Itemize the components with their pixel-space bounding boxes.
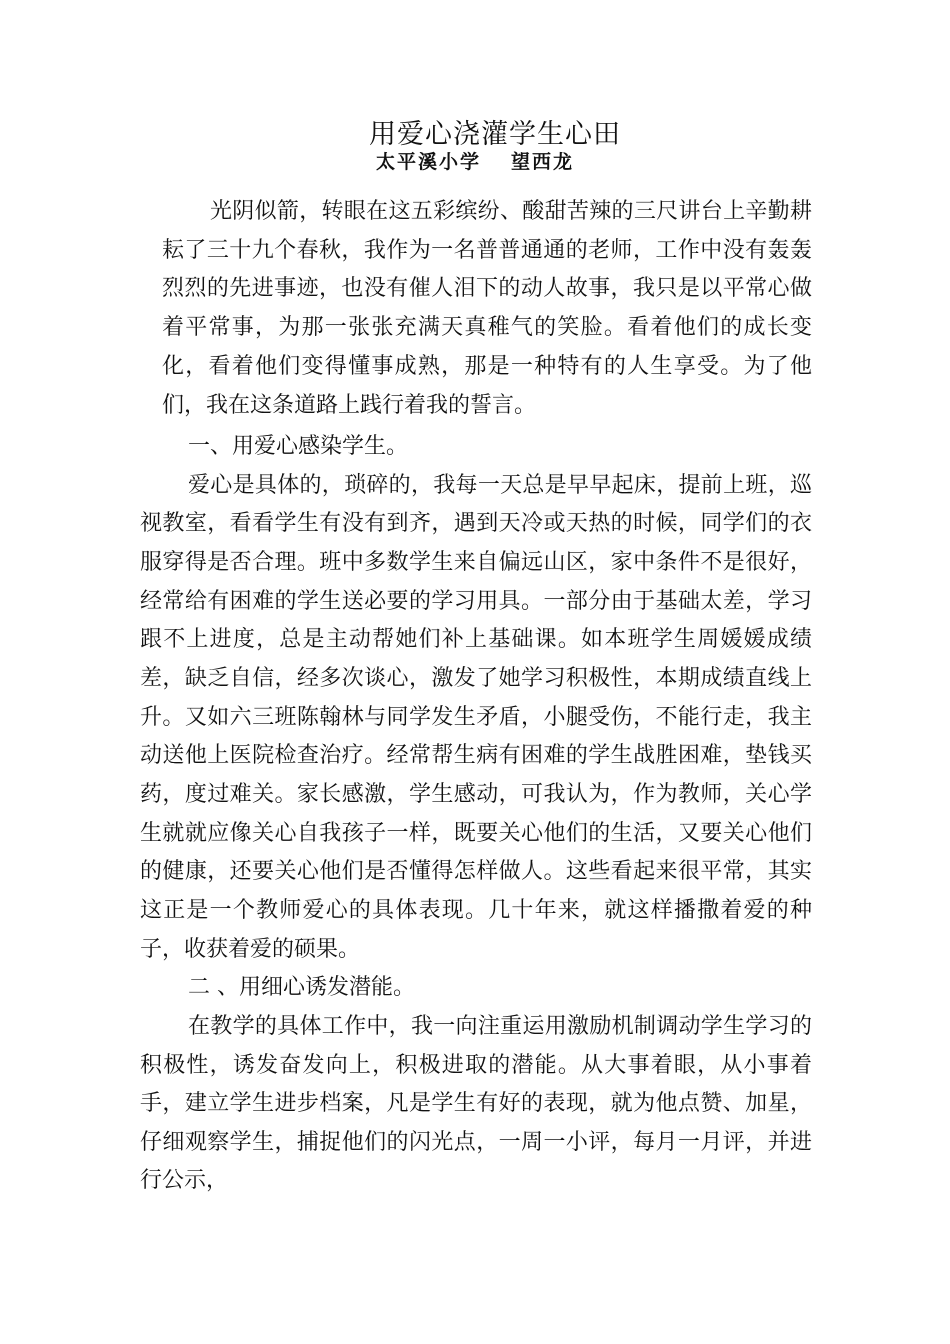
document-title: 用爱心浇灌学生心田 bbox=[369, 119, 621, 150]
main-section bbox=[140, 434, 812, 1201]
author-line bbox=[376, 150, 574, 174]
section-paragraph-1: 爱心是具体的，琐碎的，我每一天总是早早起床，提前上班，巡视教室，看看学生有没有到齐，遇到天冷或天热的时候，同学们的衣服穿得是否合理。班中多数学生来自偏远山区，家中条件不是很好，经常给有困难的学生送必要的学习用具。一部分由于基础太差，学习跟不上进度，总是主动帮她们补上基础课。如本班学生周媛媛成绩差，缺乏自信，经多次谈心，激发了她学习积极性，本期成绩直线上升。又如六三班陈翰林与同学发生矛盾，小腿受伤，不能行走，我主动送他上医院检查治疗。经常帮生病有困难的学生战胜困难，垫钱买药，度过难关。家长感激，学生感动，可我认为，作为教师，关心学生就就应像关心自我孩子一样，既要关心他们的生活，又要关心他们的健康，还要关心他们是否懂得怎样做人。这些看起来很平常，其实这正是一个教师爱心的具体表现。几十年来，就这样播撒着爱的种子，收获着爱的硕果。 bbox=[140, 472, 812, 962]
author-school: 太平溪小学 bbox=[376, 151, 482, 173]
section-paragraph-2: 在教学的具体工作中，我一向注重运用激励机制调动学生学习的积极性，诱发奋发向上，积极进取的潜能。从大事着眼，从小事着手，建立学生进步档案，凡是学生有好的表现，就为他点赞、加星，仔细观察学生，捕捉他们的闪光点，一周一小评，每月一月评，并进行公示， bbox=[140, 1013, 812, 1194]
intro-section bbox=[162, 193, 812, 425]
intro-paragraph: 光阴似箭，转眼在这五彩缤纷、酸甜苦辣的三尺讲台上辛勤耕耘了三十九个春秋，我作为一名普普通通的老师，工作中没有轰轰烈烈的先进事迹，也没有催人泪下的动人故事，我只是以平常心做着平常事，为那一张张充满天真稚气的笑脸。看着他们的成长变化，看着他们变得懂事成熟，那是一种特有的人生享受。为了他们，我在这条道路上践行着我的誓言。 bbox=[162, 199, 812, 418]
author-name: 望西龙 bbox=[511, 151, 575, 173]
section-heading-1: 一、用爱心感染学生。 bbox=[188, 434, 409, 459]
section-heading-2: 二 、用细心诱发潜能。 bbox=[188, 975, 415, 1001]
